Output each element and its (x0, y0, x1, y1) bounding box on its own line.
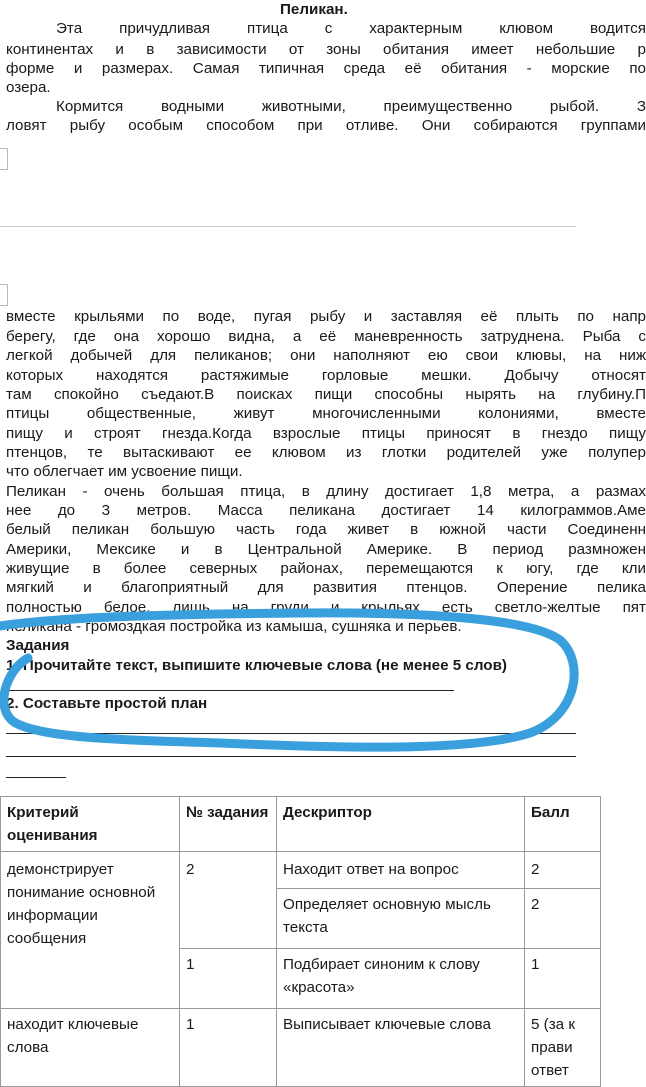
text-line: птицы общественные, живут многочисленными колониями, вместе (6, 405, 646, 422)
header-score: Балл (525, 797, 601, 852)
text-line: Пеликан - очень большая птица, в длину достигает 1,8 метра, а размах (6, 483, 646, 500)
task-2: 2. Составьте простой план (6, 695, 208, 712)
text-line: пищу и строят гнезда.Когда взрослые птицы приносят в гнездо пищу (6, 425, 646, 442)
page-corner-mark (0, 148, 8, 170)
text-line: вместе крыльями по воде, пугая рыбу и заставляя её плыть по напр (6, 308, 646, 325)
text-line: мягкий и благоприятный для развития птенцов. Оперение пелика (6, 579, 646, 596)
score-cell: 2 (525, 852, 601, 889)
criterion-cell: демонстрирует понимание основной информации сообщения (1, 852, 180, 1009)
criterion-cell: находит ключевые слова (1, 1009, 180, 1087)
text-line: Америки, Мексике и в Центральной Америке. В период размножен (6, 541, 646, 558)
table-row (1, 1009, 601, 1087)
task-number-cell: 2 (180, 852, 277, 949)
tasks-heading: Задания (6, 637, 70, 654)
page-corner-mark (0, 284, 8, 306)
descriptor-cell: Выписывает ключевые слова (277, 1009, 525, 1087)
text-line: пеликана - громоздкая постройка из камыша, сушняка и перьев. (6, 618, 462, 635)
header-task-number: № задания (180, 797, 277, 852)
text-line: нее до 3 метров. Масса пеликана достигает 14 килограммов.Аме (6, 502, 646, 519)
task-number-cell: 1 (180, 949, 277, 1009)
task-1: 1. Прочитайте текст, выпишите ключевые слова (не менее 5 слов) (6, 657, 507, 674)
header-criterion: Критерий оценивания (1, 797, 180, 852)
assessment-table (0, 796, 601, 1087)
answer-line (6, 756, 576, 757)
text-line: полностью белое, лишь на груди и крыльях есть светло-желтые пят (6, 599, 646, 616)
text-line: континентах и в зависимости от зоны обитания имеет небольшие р (6, 41, 646, 58)
task-number-cell: 1 (180, 1009, 277, 1087)
score-cell: 5 (за к прави ответ (525, 1009, 601, 1087)
answer-line (6, 733, 576, 734)
descriptor-cell: Определяет основную мысль текста (277, 889, 525, 949)
descriptor-cell: Находит ответ на вопрос (277, 852, 525, 889)
text-line: которых находятся растяжимые горловые мешки. Добычу относят (6, 367, 646, 384)
document-title: Пеликан. (280, 1, 348, 18)
text-line: Эта причудливая птица с характерным клювом водится (56, 20, 646, 37)
descriptor-cell: Подбирает синоним к слову «красота» (277, 949, 525, 1009)
text-line: живущие в более северных районах, перемещаются к югу, где кли (6, 560, 646, 577)
text-line: ловят рыбу особым способом при отливе. Они собираются группами (6, 117, 646, 134)
table-row (1, 852, 601, 889)
text-line: белый пеликан большую часть года живет в южной части Соединенн (6, 521, 646, 538)
text-line: легкой добычей для пеликанов; они наполняют ею свои клювы, на ниж (6, 347, 646, 364)
text-line: Кормится водными животными, преимущественно рыбой. З (56, 98, 646, 115)
text-line: форме и размерах. Самая типичная среда её обитания - морские по (6, 60, 646, 77)
text-line: там спокойно съедают.В поисках пищи способны нырять на глубину.П (6, 386, 646, 403)
score-cell: 2 (525, 889, 601, 949)
text-line: озера. (6, 79, 51, 96)
header-descriptor: Дескриптор (277, 797, 525, 852)
answer-line (6, 777, 66, 778)
text-line: птенцов, те вытаскивают ее клювом из глотки родителей уже полупер (6, 444, 646, 461)
text-line: берегу, где она хорошо видна, а её маневренность затруднена. Рыба с (6, 328, 646, 345)
answer-line (6, 690, 454, 691)
page-break-divider (0, 226, 576, 227)
table-header-row (1, 797, 601, 852)
score-cell: 1 (525, 949, 601, 1009)
text-line: что облегчает им усвоение пищи. (6, 463, 243, 480)
